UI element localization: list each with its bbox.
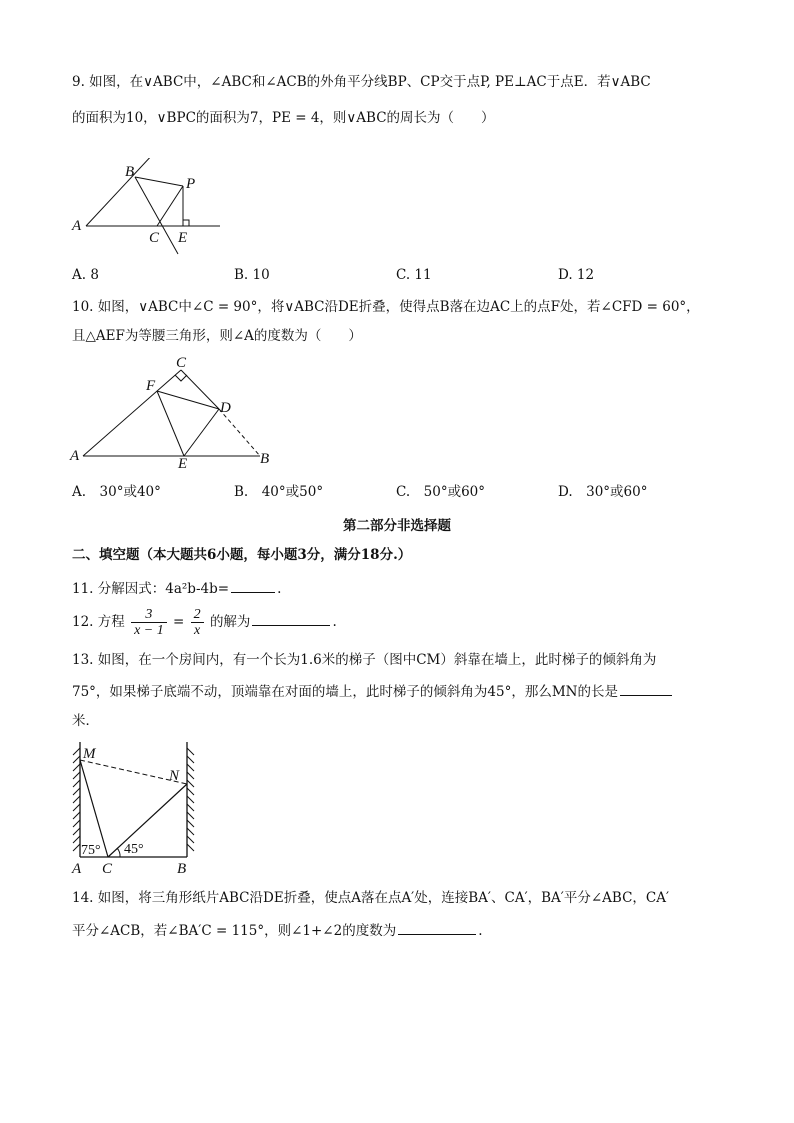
q11-end: . (277, 581, 282, 597)
q9-option-b: B. 10 (234, 267, 270, 283)
q13-ladder-cn (108, 784, 187, 857)
q12-fraction-right: $\frac{2}{x}$ (191, 607, 204, 638)
q10-line2: 且△AEF为等腰三角形，则∠A的度数为（ ） (72, 328, 362, 344)
q9-line-cp (157, 186, 183, 226)
q13-label-m: M (83, 746, 96, 762)
q10-line-db-dashed (219, 409, 260, 456)
q9-label-p: P (186, 176, 196, 192)
q13-answer-blank[interactable] (620, 681, 672, 696)
q9-option-a: A. 8 (72, 267, 99, 283)
q9-option-d: D. 12 (558, 267, 595, 283)
q10-option-d: D. 30°或60° (558, 484, 648, 500)
q14-line2-text: 平分∠ACB，若∠BA′C = 115°，则∠1+∠2的度数为 (72, 923, 397, 939)
part2-title: 第二部分非选择题 (343, 518, 451, 534)
q9-line2: 的面积为10，∨BPC的面积为7，PE = 4，则∨ABC的周长为（ ） (72, 110, 495, 126)
q10-label-e: E (178, 456, 188, 469)
q13-angle-75: 75° (81, 843, 101, 858)
q10-option-b: B. 40°或50° (234, 484, 324, 500)
q13-angle-arc-45 (117, 848, 120, 857)
q13-angle-45: 45° (124, 842, 144, 857)
section2-title: 二、填空题（本大题共6小题，每小题3分，满分18分.） (72, 547, 412, 563)
q13-right-wall-hatching (187, 748, 194, 851)
q11-answer-blank[interactable] (231, 578, 275, 593)
q9-label-b: B (125, 164, 135, 180)
q13-figure (68, 740, 208, 875)
q10-label-c: C (176, 355, 187, 371)
q10-right-angle-mark (175, 375, 187, 381)
q10-label-a: A (70, 448, 80, 464)
q9-option-c: C. 11 (396, 267, 432, 283)
q12-answer-blank[interactable] (252, 611, 330, 626)
q13-label-c: C (102, 861, 113, 875)
q14-end: . (478, 923, 483, 939)
q9-line-bp (135, 177, 183, 186)
q13-left-wall-hatching (73, 748, 80, 851)
q10-label-f: F (146, 378, 156, 394)
q9-right-angle-mark (183, 220, 189, 226)
q10-label-b: B (260, 451, 270, 467)
q14-line2 (72, 920, 483, 941)
q12-equals: = (173, 614, 185, 630)
q9-label-a: A (72, 218, 82, 234)
q9-label-e: E (178, 230, 188, 246)
q10-option-a: A. 30°或40° (72, 484, 161, 500)
q10-line-fe (157, 391, 184, 456)
q9-figure (70, 158, 250, 258)
q12-line (72, 604, 337, 640)
q9-line1: 9. 如图，在∨ABC中，∠ABC和∠ACB的外角平分线BP、CP交于点P, PE⊥AC于点E．若∨ABC (72, 74, 651, 90)
q13-line3: 米． (72, 713, 99, 729)
q13-line2-text: 75°，如果梯子底端不动，顶端靠在对面的墙上，此时梯子的倾斜角为45°，那么MN的长是 (72, 684, 618, 700)
q12-fraction-left: $\frac{3}{x - 1}$ (131, 607, 167, 638)
q10-label-d: D (220, 400, 231, 416)
q13-line2 (72, 681, 674, 702)
q13-label-n: N (169, 768, 180, 784)
q11-line (72, 578, 281, 599)
q11-text: 11. 分解因式：4a²b-4b= (72, 581, 230, 597)
q10-option-c: C. 50°或60° (396, 484, 485, 500)
q13-line1: 13. 如图，在一个房间内，有一个长为1.6米的梯子（图中CM）斜靠在墙上，此时梯子的倾斜角为 (72, 652, 657, 668)
q13-label-a: A (72, 861, 82, 875)
q14-line1: 14. 如图，将三角形纸片ABC沿DE折叠，使点A落在点A′处，连接BA′、CA′，BA′平分∠ABC，CA′ (72, 890, 670, 906)
q13-label-b: B (177, 861, 187, 875)
q12-suffix: 的解为 (209, 614, 251, 630)
q9-label-c: C (149, 230, 160, 246)
q14-answer-blank[interactable] (398, 920, 476, 935)
q10-figure (68, 354, 278, 469)
q12-end: . (332, 614, 337, 630)
q10-line1: 10. 如图，∨ABC中∠C = 90°，将∨ABC沿DE折叠，使得点B落在边AC上的点F处，若∠CFD = 60°， (72, 299, 700, 315)
q12-prefix: 12. 方程 (72, 614, 125, 630)
q10-line-de (184, 409, 219, 456)
